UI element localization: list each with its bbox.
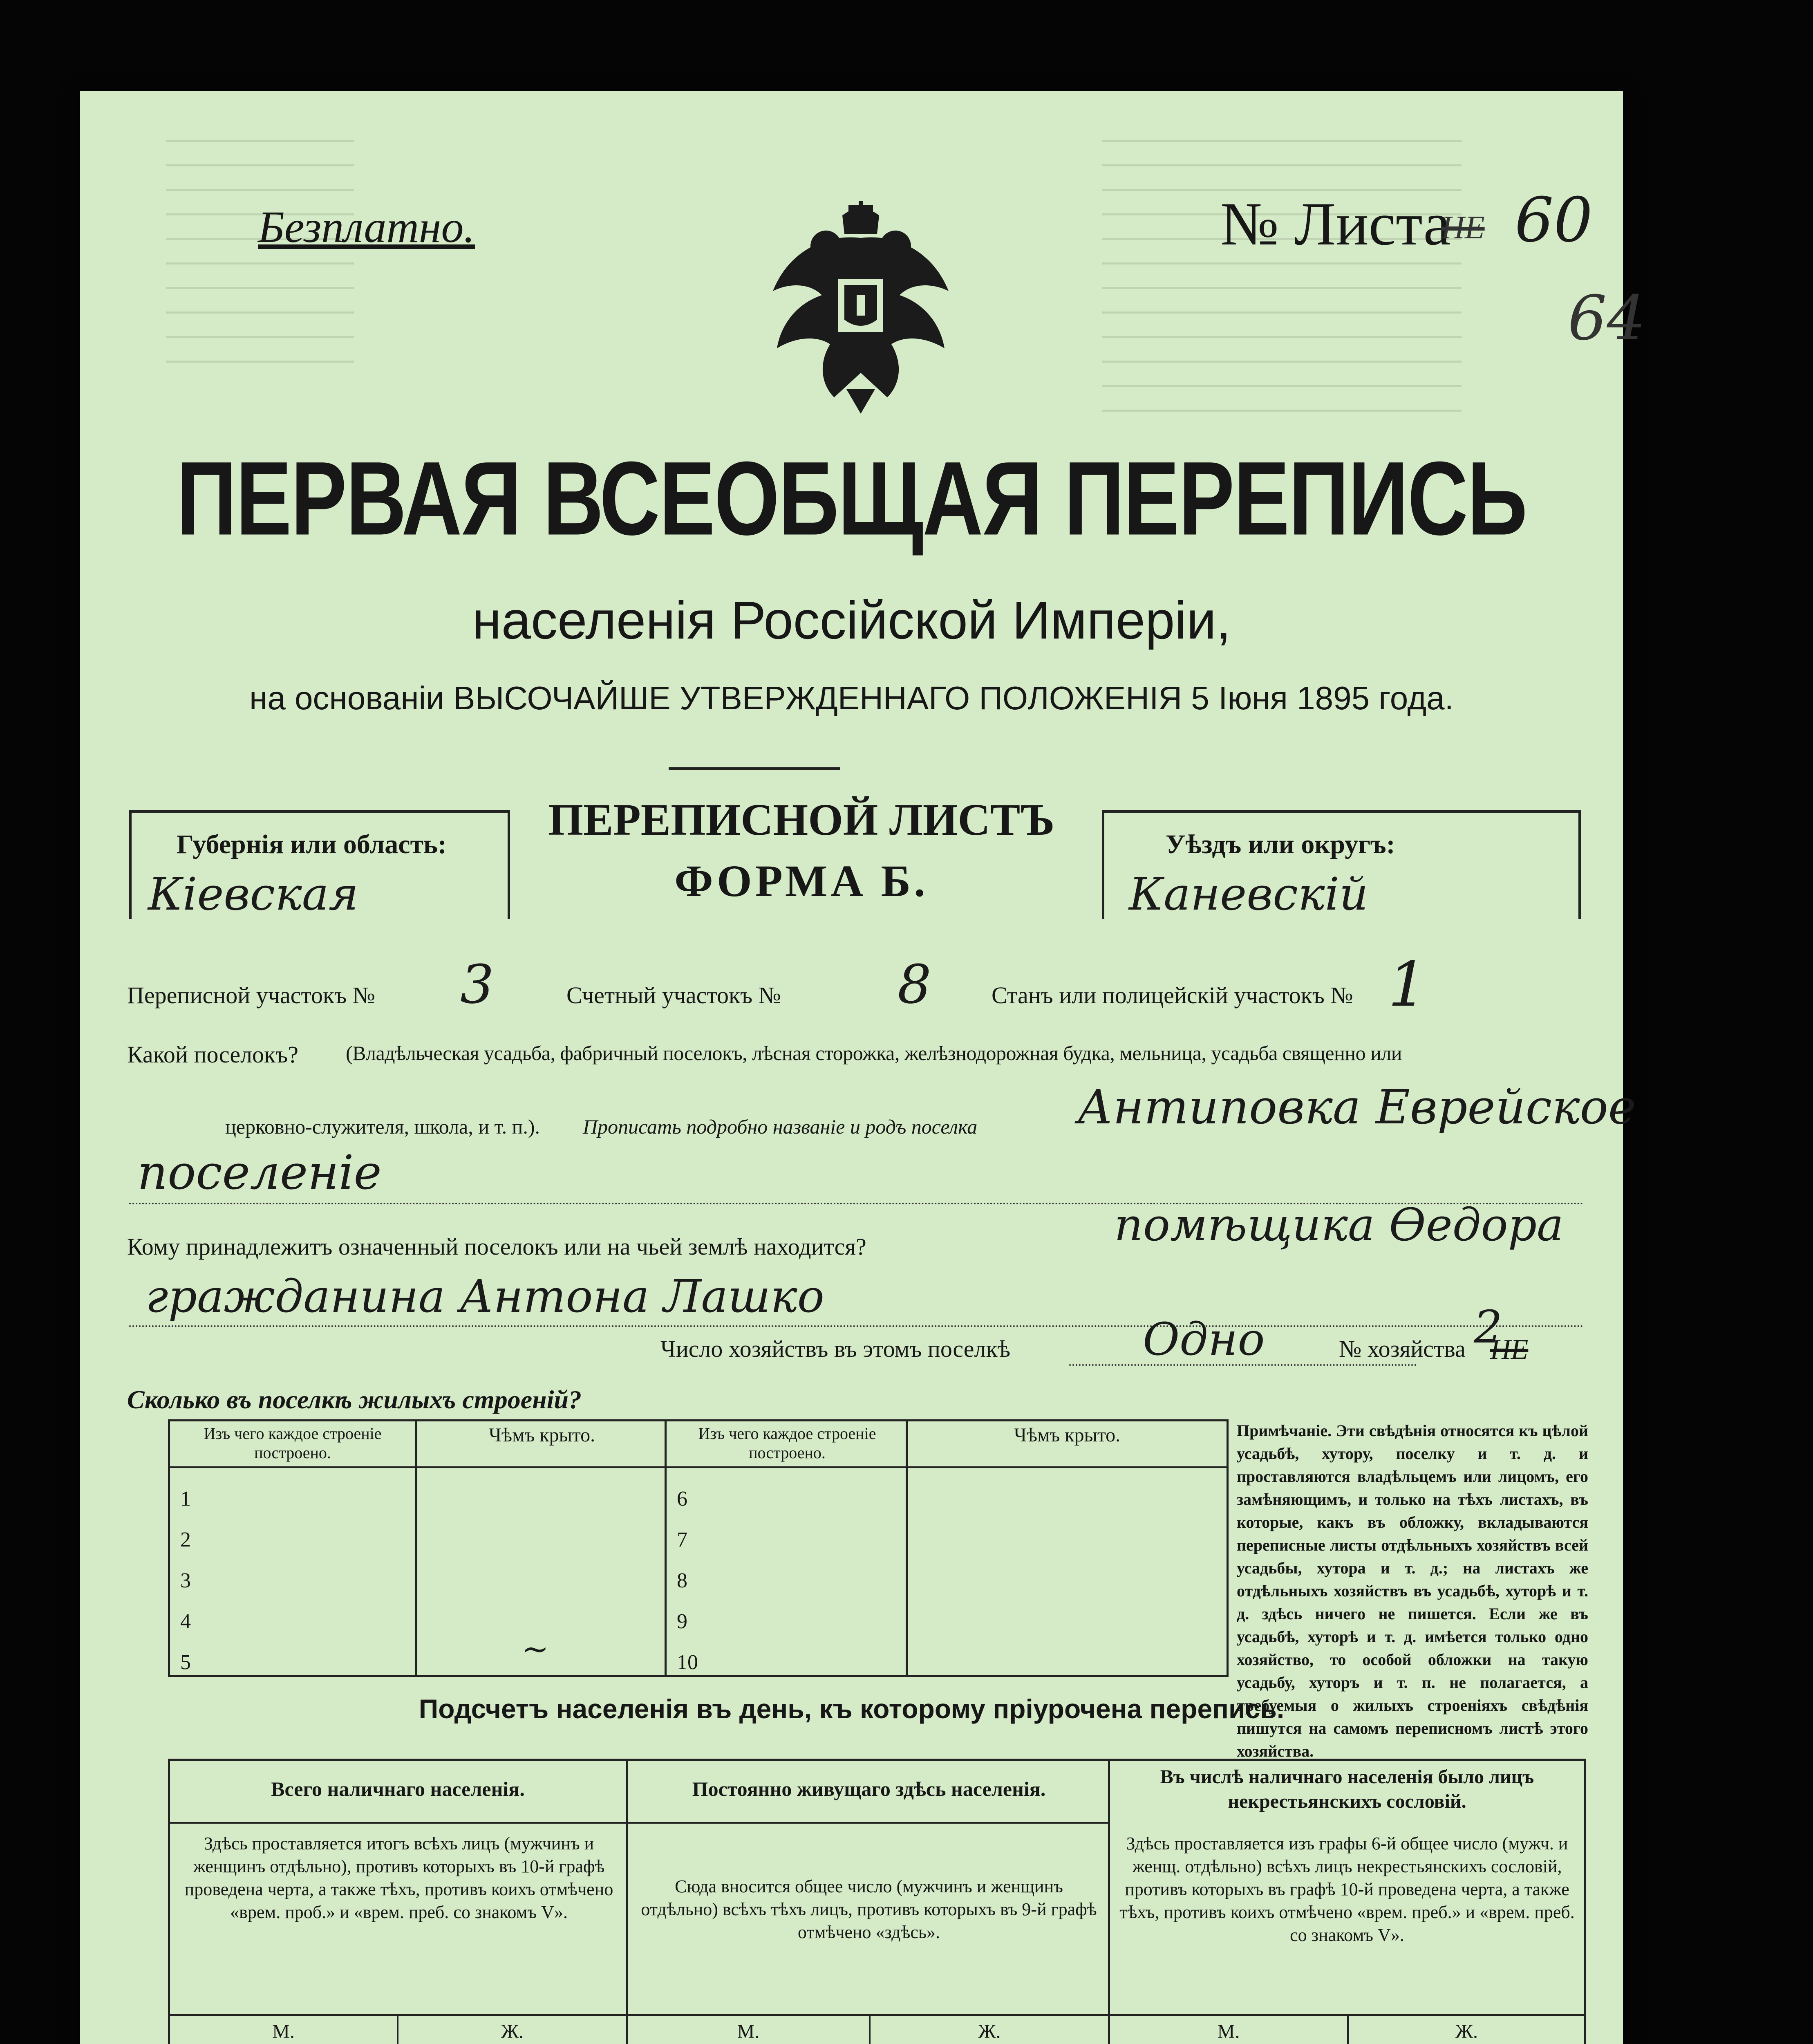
uezd-value: Каневскій bbox=[1129, 868, 1368, 920]
count-m-3: М. bbox=[1217, 2021, 1240, 2042]
count-heading: Подсчетъ населенія въ день, къ которому пріурочена перепись. bbox=[419, 1694, 1285, 1724]
buildings-rows-left bbox=[180, 1479, 191, 1683]
stan-label: Станъ или полицейскій участокъ № bbox=[992, 982, 1353, 1009]
count-col2-title: Постоянно живущаго здѣсь населенія. bbox=[692, 1777, 1046, 1800]
sheet-number-struck: НЕ bbox=[1441, 210, 1485, 246]
households-value: Одно bbox=[1143, 1313, 1265, 1365]
buildings-table bbox=[168, 1419, 1229, 1677]
title-divider bbox=[669, 767, 840, 770]
row-number: 4 bbox=[180, 1610, 191, 1633]
count-zh-2: Ж. bbox=[978, 2021, 1001, 2042]
buildings-col-roof: Чѣмъ крыто. bbox=[488, 1424, 595, 1446]
buildings-col-roof-2: Чѣмъ крыто. bbox=[1014, 1424, 1121, 1446]
gubernia-box bbox=[129, 810, 510, 919]
settlement-hint-2: церковно-служителя, школа, и т. п.). bbox=[225, 1115, 540, 1138]
owner-value-1: помѣщика Ѳедора bbox=[1114, 1199, 1564, 1251]
buildings-col-material-2: Изъ чего каждое строеніе построено. bbox=[698, 1424, 876, 1462]
row-number: 2 bbox=[180, 1528, 191, 1551]
household-number-value: 2 bbox=[1474, 1301, 1502, 1353]
buildings-col-material: Изъ чего каждое строеніе построено. bbox=[204, 1424, 382, 1462]
corner-handwritten-number: 64 bbox=[1568, 283, 1646, 354]
row-number: 9 bbox=[677, 1610, 687, 1633]
uezd-box bbox=[1102, 810, 1581, 919]
settlement-question: Какой поселокъ? bbox=[127, 1041, 298, 1068]
gubernia-label: Губернія или область: bbox=[177, 829, 447, 859]
buildings-rows-right bbox=[677, 1479, 698, 1683]
double-headed-eagle-emblem bbox=[765, 201, 957, 414]
count-m-1: М. bbox=[272, 2021, 295, 2042]
households-label: Число хозяйствъ въ этомъ поселкѣ bbox=[660, 1336, 1011, 1362]
free-label: Безплатно. bbox=[258, 202, 475, 252]
buildings-note: Примѣчаніе. Эти свѣдѣнія относятся къ цѣлой усадьбѣ, хутору, поселку и т. д. и проставляются владѣльцемъ или лицомъ, его замѣняющимъ, и только на тѣхъ листахъ, въ которые, какъ въ обложку, вкладываются переписные листы отдѣльныхъ хозяйствъ всей усадьбы, хутора и т. д.; на листахъ же отдѣльныхъ хозяйствъ въ усадьбѣ, хуторѣ и т. д. здѣсь ничего не пишется. Если же въ усадьбѣ, хуторѣ и т. д. имѣется только одно хозяйство, то особой обложки на такую усадьбу, хуторъ и т. п. не полагается, а требуемыя о жилыхъ строеніяхъ свѣдѣнія пишутся на самомъ переписномъ листѣ этого хозяйства. bbox=[1237, 1421, 1588, 1760]
stan-value: 1 bbox=[1388, 949, 1427, 1020]
row-number: 3 bbox=[180, 1569, 191, 1592]
row-number: 5 bbox=[180, 1651, 191, 1674]
count-district-value: 8 bbox=[898, 953, 931, 1015]
household-number-struck: НЕ bbox=[1490, 1334, 1529, 1365]
row-number: 1 bbox=[180, 1487, 191, 1511]
form-name-line1: ПЕРЕПИСНОЙ ЛИСТЪ bbox=[548, 795, 1055, 845]
count-table bbox=[168, 1759, 1586, 2044]
gubernia-value: Кіевская bbox=[148, 868, 359, 920]
settlement-hint-1: (Владѣльческая усадьба, фабричный поселокъ, лѣсная сторожка, желѣзнодорожная будка, мельница, усадьба священно или bbox=[346, 1042, 1402, 1065]
count-m-2: М. bbox=[737, 2021, 760, 2042]
count-zh-3: Ж. bbox=[1455, 2021, 1478, 2042]
count-district-label: Счетный участокъ № bbox=[566, 982, 781, 1009]
buildings-question: Сколько въ поселкѣ жилыхъ строеній? bbox=[127, 1385, 582, 1414]
uezd-label: Уѣздъ или округъ: bbox=[1166, 829, 1395, 859]
owner-label: Кому принадлежитъ означенный поселокъ или на чьей землѣ находится? bbox=[127, 1233, 866, 1260]
census-district-label: Переписной участокъ № bbox=[127, 982, 376, 1009]
owner-line-2 bbox=[129, 1325, 1584, 1327]
census-subtitle: населенія Россійской Имперіи, bbox=[472, 590, 1231, 650]
row-number: 8 bbox=[677, 1569, 687, 1592]
buildings-pencil-mark: ~ bbox=[522, 1630, 549, 1668]
count-zh-1: Ж. bbox=[501, 2021, 524, 2042]
census-basis-line: на основаніи ВЫСОЧАЙШЕ УТВЕРЖДЕННАГО ПОЛОЖЕНІЯ 5 Іюня 1895 года. bbox=[249, 680, 1454, 716]
household-number-label: № хозяйства bbox=[1339, 1336, 1466, 1362]
count-col2-text: Сюда вносится общее число (мужчинъ и женщинъ отдѣльно) всѣхъ тѣхъ лицъ, противъ которыхъ въ 9-й графѣ отмѣчено «здѣсь». bbox=[641, 1876, 1097, 1942]
show-through-column bbox=[166, 140, 354, 369]
sheet-number-handwritten: 60 bbox=[1515, 185, 1593, 256]
settlement-value-1: Антиповка Еврейское bbox=[1077, 1080, 1636, 1135]
row-number: 7 bbox=[677, 1528, 687, 1551]
count-col3-title: Въ числѣ наличнаго населенія было лицъ некрестьянскихъ сословій. bbox=[1160, 1766, 1534, 1812]
sheet-number-label: № Листа bbox=[1220, 190, 1451, 258]
form-name-line2: ФОРМА Б. bbox=[674, 856, 929, 906]
count-col3-text: Здѣсь проставляется изъ графы 6-й общее число (мужч. и женщ. отдѣльно) всѣхъ лицъ некрестьянскихъ сословій, противъ которыхъ въ графѣ 10-й проведена черта, а также тѣхъ, противъ коихъ отмѣчено «врем. преб.» и «врем. преб. со знакомъ V». bbox=[1119, 1833, 1575, 1945]
owner-value-2: гражданина Антона Лашко bbox=[145, 1270, 825, 1322]
count-col1-text: Здѣсь проставляется итогъ всѣхъ лицъ (мужчинъ и женщинъ отдѣльно), противъ которыхъ въ 10-й графѣ проведена черта, а также тѣхъ, противъ коихъ отмѣчено «врем. проб.» и «врем. преб. со знакомъ V». bbox=[184, 1833, 613, 1922]
row-number: 10 bbox=[677, 1651, 698, 1674]
census-form-sheet bbox=[80, 91, 1646, 2044]
settlement-instruction: Прописать подробно названіе и родъ поселка bbox=[583, 1115, 978, 1138]
settlement-value-2: поселеніе bbox=[137, 1145, 382, 1200]
count-col1-title: Всего наличнаго населенія. bbox=[271, 1777, 525, 1800]
row-number: 6 bbox=[677, 1487, 687, 1511]
census-main-title: ПЕРВАЯ ВСЕОБЩАЯ ПЕРЕПИСЬ bbox=[176, 440, 1527, 557]
census-district-value: 3 bbox=[460, 953, 494, 1015]
show-through-column bbox=[1102, 140, 1462, 426]
